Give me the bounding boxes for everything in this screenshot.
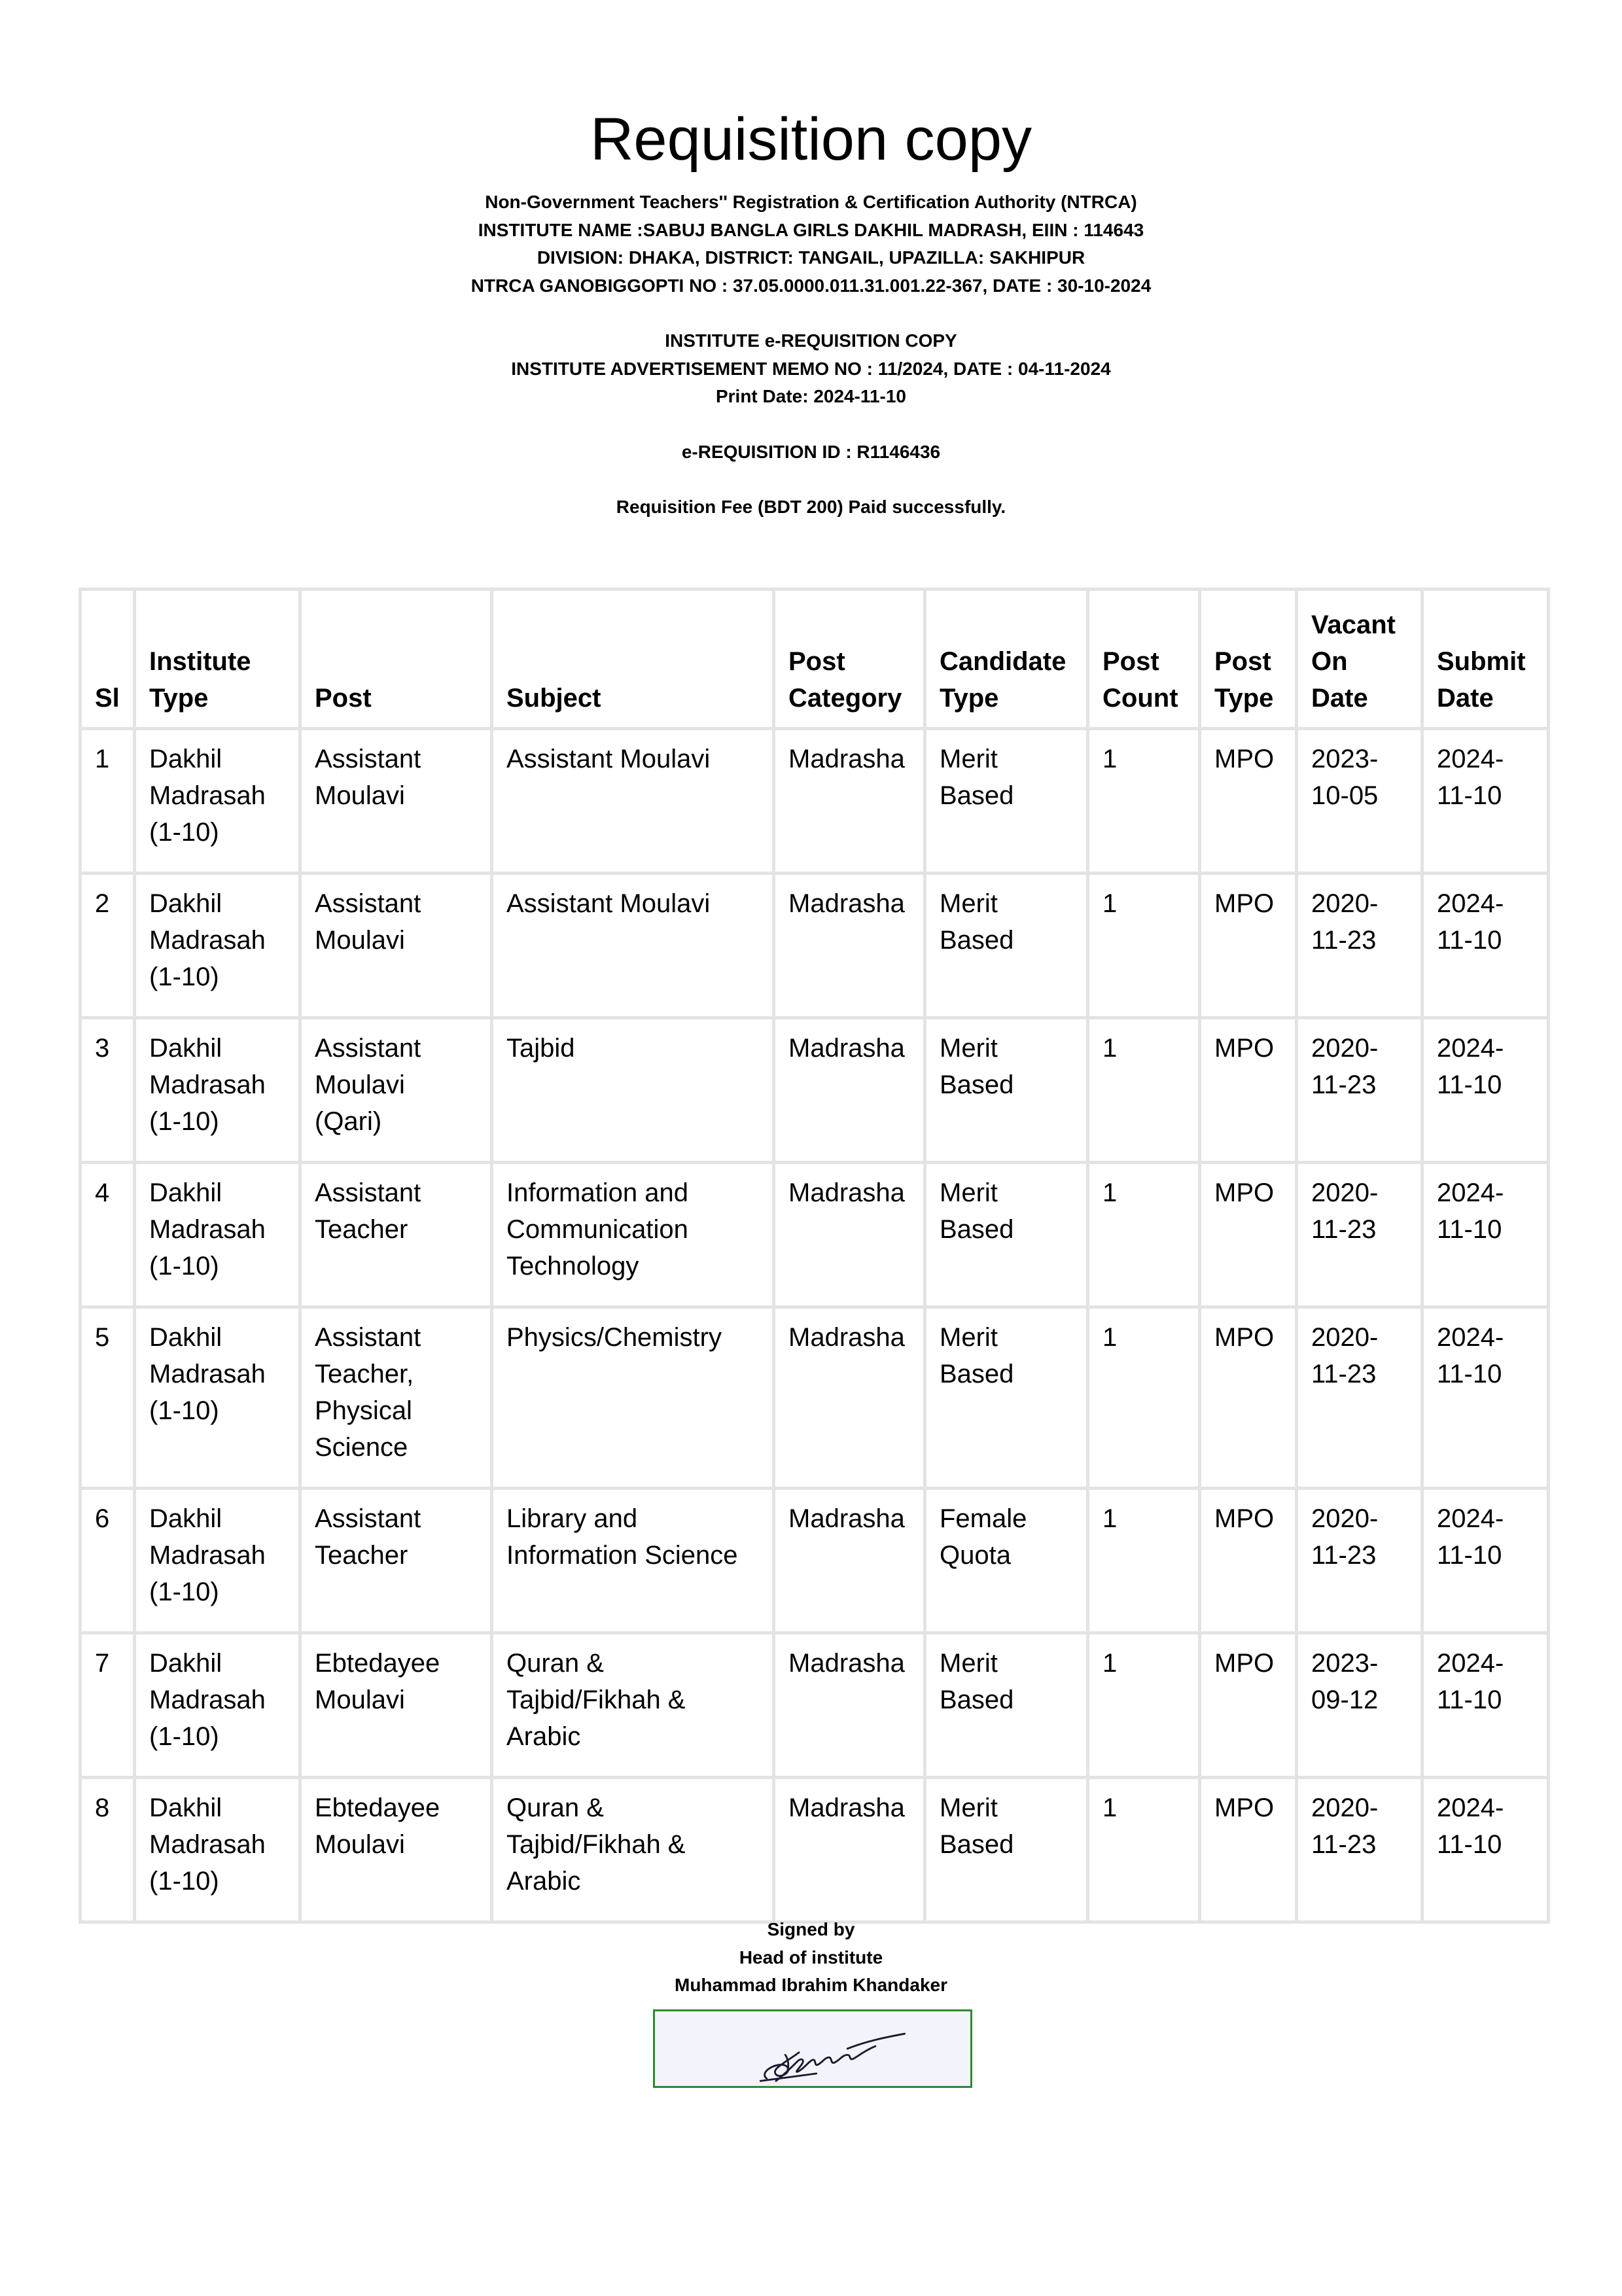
requisition-id-line: e-REQUISITION ID : R1146436	[681, 441, 941, 462]
cell-submit-date: 2024-11-10	[1422, 1489, 1549, 1633]
cell-post-category: Madrasha	[774, 729, 925, 874]
col-header-submit-date: Submit Date	[1422, 590, 1549, 729]
cell-sl: 1	[80, 729, 135, 874]
cell-post: Ebtedayee Moulavi	[300, 1633, 492, 1778]
table-row	[80, 1633, 1549, 1778]
cell-vacant-on-date: 2020-11-23	[1297, 1307, 1422, 1489]
cell-submit-date: 2024-11-10	[1422, 1307, 1549, 1489]
authority-line: Non-Government Teachers'' Registration & Certification Authority (NTRCA)	[485, 192, 1137, 212]
signature-block	[0, 1916, 1622, 2000]
cell-sl: 5	[80, 1307, 135, 1489]
cell-post-count: 1	[1088, 1633, 1200, 1778]
cell-post-count: 1	[1088, 1018, 1200, 1163]
cell-post-category: Madrasha	[774, 1018, 925, 1163]
cell-submit-date: 2024-11-10	[1422, 1018, 1549, 1163]
cell-sl: 8	[80, 1778, 135, 1922]
table-row	[80, 1778, 1549, 1922]
cell-institute-type: Dakhil Madrasah (1-10)	[135, 1307, 300, 1489]
signature-image	[653, 2009, 972, 2088]
cell-candidate-type: Merit Based	[925, 1163, 1088, 1307]
cell-post-count: 1	[1088, 729, 1200, 874]
cell-vacant-on-date: 2020-11-23	[1297, 1163, 1422, 1307]
ganobiggopti-line: NTRCA GANOBIGGOPTI NO : 37.05.0000.011.31.001.22-367, DATE : 30-10-2024	[470, 275, 1152, 296]
col-header-vacant-on-date: Vacant On Date	[1297, 590, 1422, 729]
col-header-post-type: Post Type	[1200, 590, 1297, 729]
cell-subject: Physics/Chemistry	[492, 1307, 774, 1489]
cell-candidate-type: Merit Based	[925, 1018, 1088, 1163]
cell-post-type: MPO	[1200, 1163, 1297, 1307]
document-title: Requisition copy	[590, 106, 1032, 173]
table-row	[80, 1307, 1549, 1489]
cell-sl: 3	[80, 1018, 135, 1163]
cell-candidate-type: Merit Based	[925, 729, 1088, 874]
cell-post-count: 1	[1088, 1778, 1200, 1922]
col-header-post-count: Post Count	[1088, 590, 1200, 729]
cell-institute-type: Dakhil Madrasah (1-10)	[135, 729, 300, 874]
cell-institute-type: Dakhil Madrasah (1-10)	[135, 874, 300, 1018]
cell-subject: Tajbid	[492, 1018, 774, 1163]
cell-vacant-on-date: 2020-11-23	[1297, 874, 1422, 1018]
table-row	[80, 1489, 1549, 1633]
cell-post-category: Madrasha	[774, 874, 925, 1018]
cell-subject: Information and Communication Technology	[492, 1163, 774, 1307]
cell-sl: 4	[80, 1163, 135, 1307]
cell-post-category: Madrasha	[774, 1489, 925, 1633]
cell-sl: 2	[80, 874, 135, 1018]
cell-vacant-on-date: 2020-11-23	[1297, 1778, 1422, 1922]
cell-subject: Assistant Moulavi	[492, 874, 774, 1018]
table-row	[80, 1163, 1549, 1307]
cell-submit-date: 2024-11-10	[1422, 1633, 1549, 1778]
cell-submit-date: 2024-11-10	[1422, 729, 1549, 874]
table-row	[80, 1018, 1549, 1163]
cell-candidate-type: Merit Based	[925, 1778, 1088, 1922]
cell-post: Ebtedayee Moulavi	[300, 1778, 492, 1922]
cell-post-count: 1	[1088, 1163, 1200, 1307]
table-row	[80, 729, 1549, 874]
cell-submit-date: 2024-11-10	[1422, 874, 1549, 1018]
cell-post-count: 1	[1088, 874, 1200, 1018]
col-header-subject: Subject	[492, 590, 774, 729]
cell-post-type: MPO	[1200, 1778, 1297, 1922]
cell-post-type: MPO	[1200, 874, 1297, 1018]
cell-institute-type: Dakhil Madrasah (1-10)	[135, 1163, 300, 1307]
cell-post-category: Madrasha	[774, 1778, 925, 1922]
cell-post-type: MPO	[1200, 1307, 1297, 1489]
cell-post-category: Madrasha	[774, 1633, 925, 1778]
table-row	[80, 874, 1549, 1018]
cell-subject: Assistant Moulavi	[492, 729, 774, 874]
copy-title-line: INSTITUTE e-REQUISITION COPY	[665, 330, 957, 351]
cell-candidate-type: Female Quota	[925, 1489, 1088, 1633]
cell-vacant-on-date: 2023-10-05	[1297, 729, 1422, 874]
print-date-line: Print Date: 2024-11-10	[715, 386, 907, 406]
cell-candidate-type: Merit Based	[925, 1633, 1088, 1778]
cell-post: Assistant Moulavi (Qari)	[300, 1018, 492, 1163]
cell-institute-type: Dakhil Madrasah (1-10)	[135, 1778, 300, 1922]
col-header-post-category: Post Category	[774, 590, 925, 729]
cell-post-count: 1	[1088, 1489, 1200, 1633]
institute-line: INSTITUTE NAME :SABUJ BANGLA GIRLS DAKHIL MADRASH, EIIN : 114643	[478, 219, 1144, 240]
cell-subject: Library and Information Science	[492, 1489, 774, 1633]
cell-institute-type: Dakhil Madrasah (1-10)	[135, 1018, 300, 1163]
location-line: DIVISION: DHAKA, DISTRICT: TANGAIL, UPAZILLA: SAKHIPUR	[537, 247, 1085, 268]
cell-candidate-type: Merit Based	[925, 874, 1088, 1018]
cell-post-category: Madrasha	[774, 1307, 925, 1489]
cell-vacant-on-date: 2023-09-12	[1297, 1633, 1422, 1778]
col-header-post: Post	[300, 590, 492, 729]
cell-post-type: MPO	[1200, 1633, 1297, 1778]
col-header-institute-type: Institute Type	[135, 590, 300, 729]
memo-line: INSTITUTE ADVERTISEMENT MEMO NO : 11/2024, DATE : 04-11-2024	[511, 358, 1111, 379]
cell-institute-type: Dakhil Madrasah (1-10)	[135, 1633, 300, 1778]
cell-candidate-type: Merit Based	[925, 1307, 1088, 1489]
cell-post: Assistant Moulavi	[300, 874, 492, 1018]
table-header-row	[80, 590, 1549, 729]
document-header	[0, 188, 1622, 521]
cell-post: Assistant Teacher	[300, 1163, 492, 1307]
signed-by-label: Signed by	[767, 1919, 855, 1939]
cell-vacant-on-date: 2020-11-23	[1297, 1489, 1422, 1633]
cell-post-type: MPO	[1200, 729, 1297, 874]
handwritten-signature	[655, 2011, 970, 2086]
col-header-candidate-type: Candidate Type	[925, 590, 1088, 729]
cell-submit-date: 2024-11-10	[1422, 1778, 1549, 1922]
cell-post-count: 1	[1088, 1307, 1200, 1489]
cell-post: Assistant Teacher, Physical Science	[300, 1307, 492, 1489]
cell-post: Assistant Moulavi	[300, 729, 492, 874]
cell-subject: Quran & Tajbid/Fikhah & Arabic	[492, 1778, 774, 1922]
fee-status-line: Requisition Fee (BDT 200) Paid successfully.	[616, 497, 1006, 517]
cell-vacant-on-date: 2020-11-23	[1297, 1018, 1422, 1163]
cell-submit-date: 2024-11-10	[1422, 1163, 1549, 1307]
cell-post-type: MPO	[1200, 1489, 1297, 1633]
requisition-table	[79, 588, 1550, 1924]
cell-sl: 6	[80, 1489, 135, 1633]
cell-subject: Quran & Tajbid/Fikhah & Arabic	[492, 1633, 774, 1778]
cell-post-type: MPO	[1200, 1018, 1297, 1163]
signer-name: Muhammad Ibrahim Khandaker	[675, 1975, 947, 1995]
cell-post-category: Madrasha	[774, 1163, 925, 1307]
col-header-sl: Sl	[80, 590, 135, 729]
cell-post: Assistant Teacher	[300, 1489, 492, 1633]
signer-role: Head of institute	[739, 1947, 883, 1968]
cell-institute-type: Dakhil Madrasah (1-10)	[135, 1489, 300, 1633]
cell-sl: 7	[80, 1633, 135, 1778]
